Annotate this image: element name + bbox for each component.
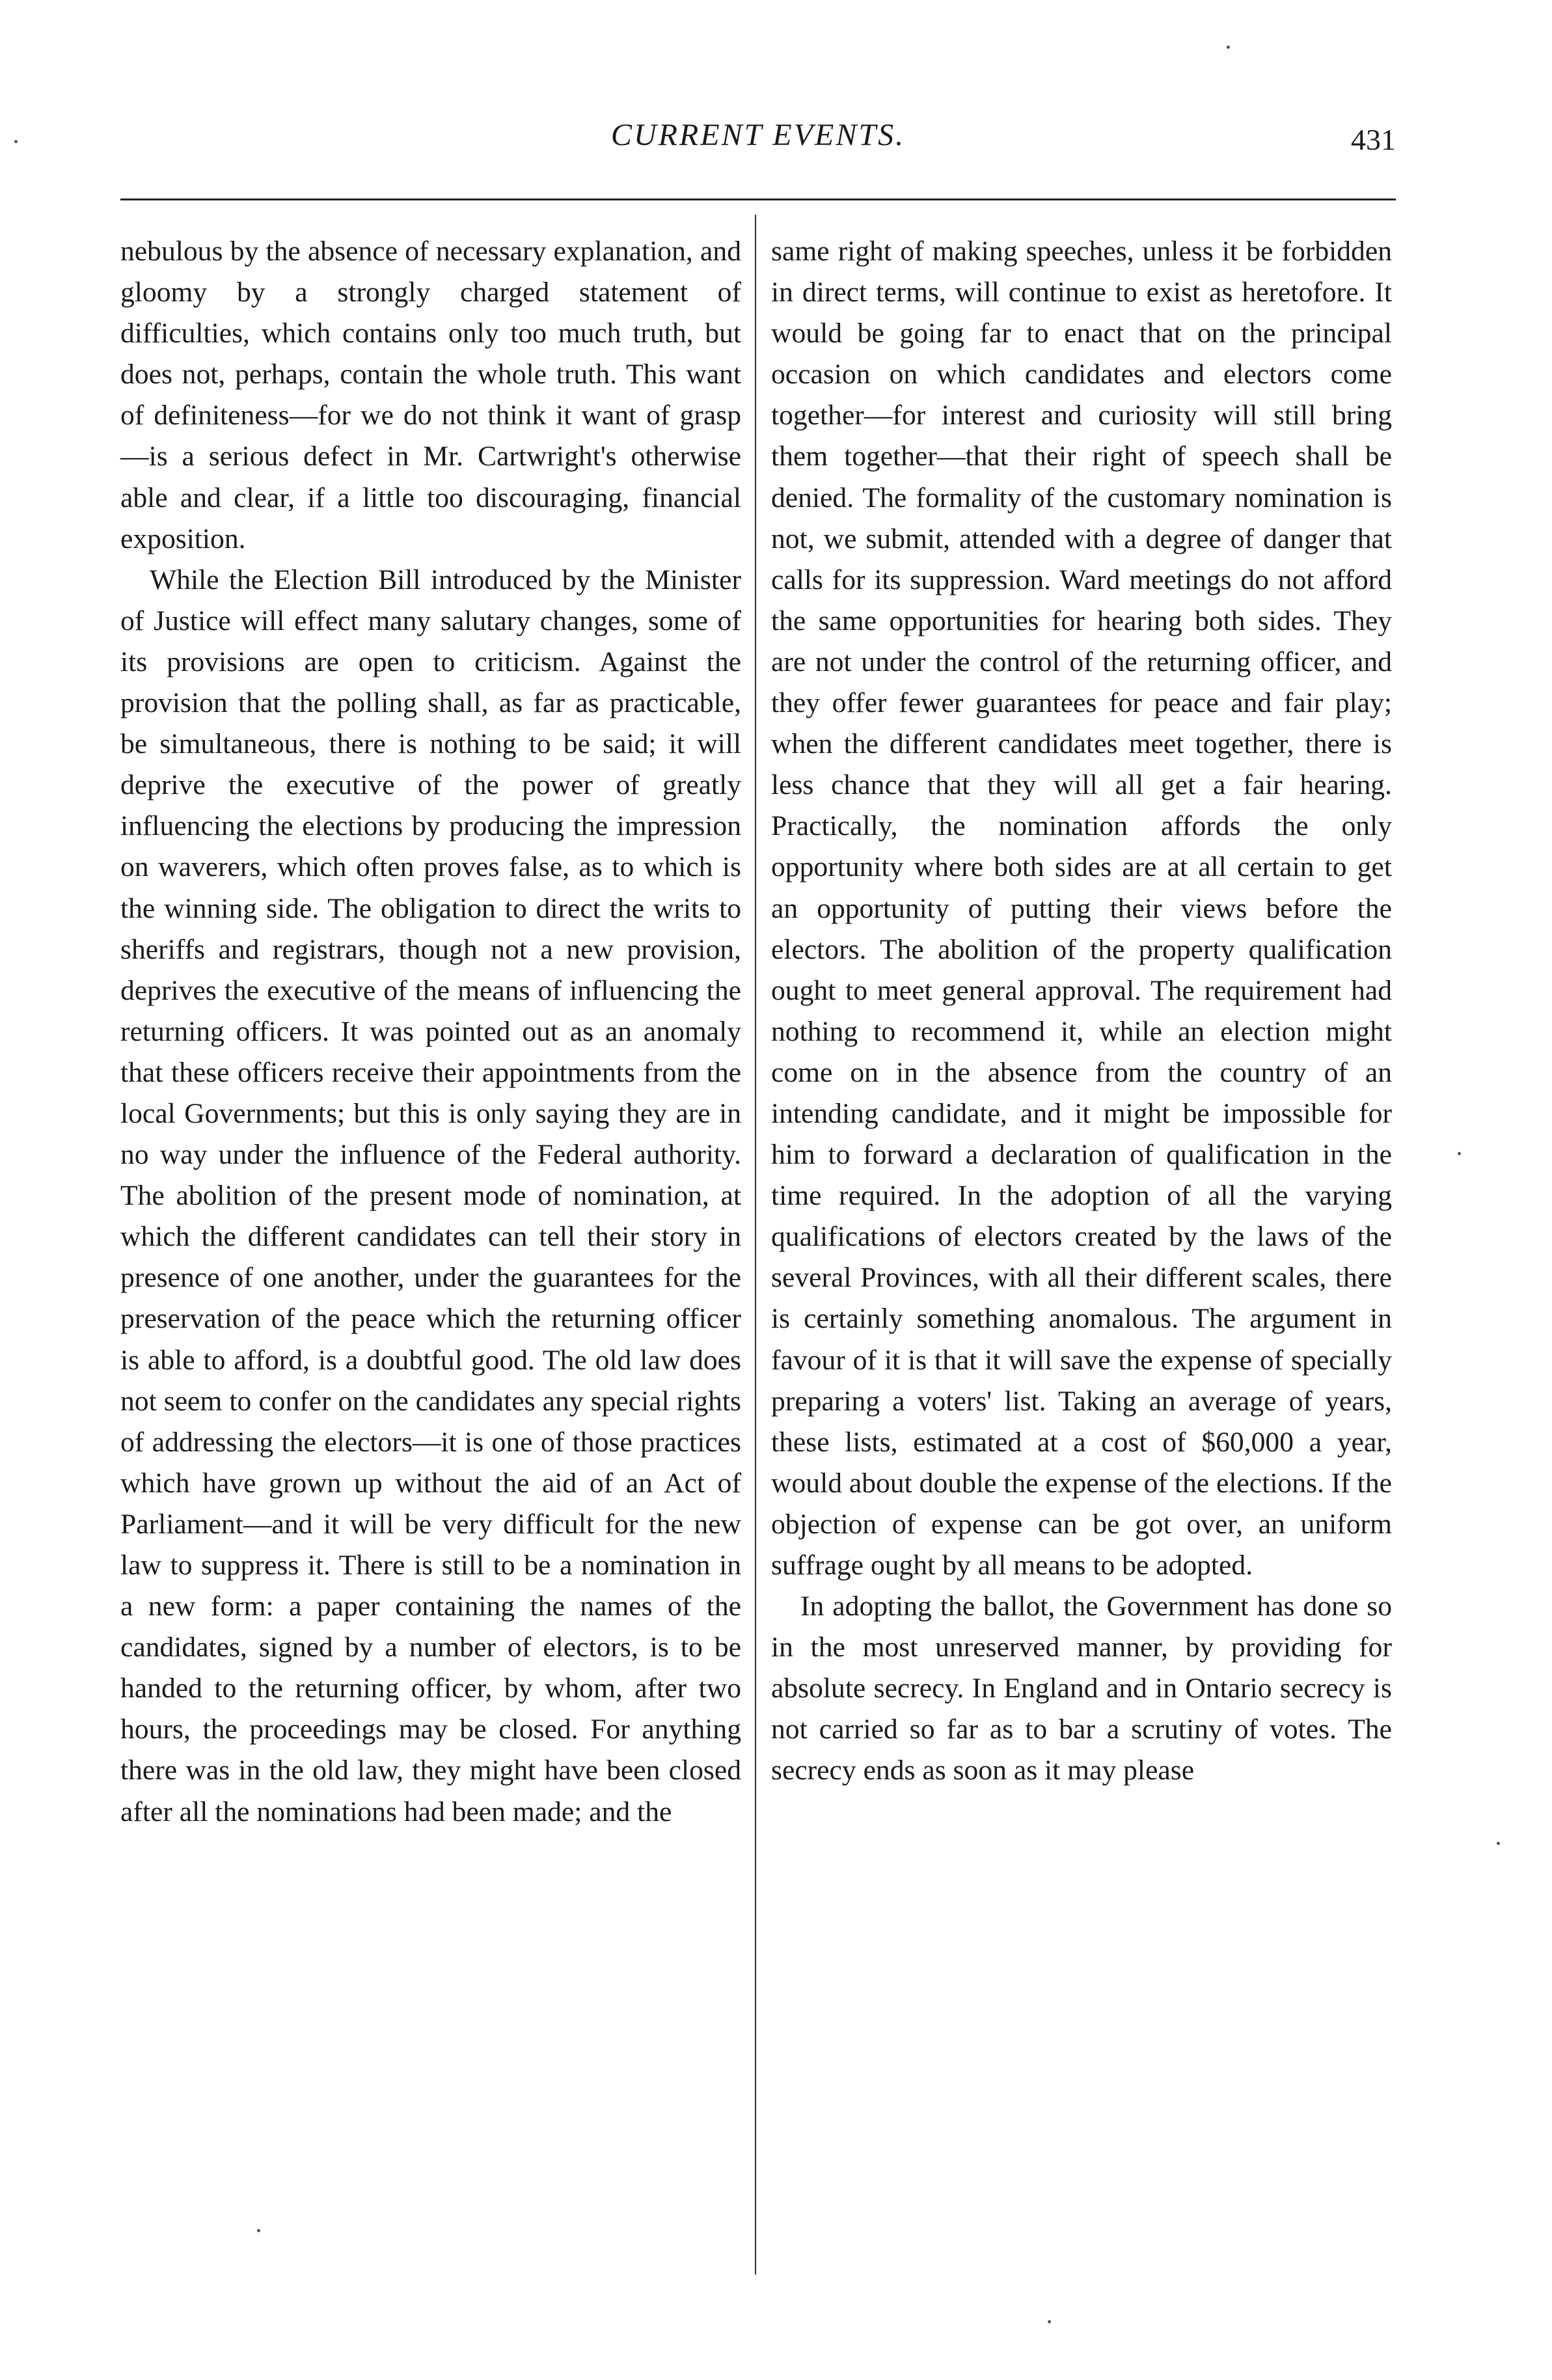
paragraph: In adopting the ballot, the Government has done so in the most unreserved manner, by providing for absolute secrecy. In England and in Ontario secrecy is not carried so far as to bar a scrutiny of votes. The secrecy ends as soon as it may please bbox=[771, 1591, 1392, 1786]
paper-speck bbox=[1497, 1842, 1500, 1845]
left-column bbox=[120, 231, 741, 1833]
paragraph: nebulous by the absence of necessary explanation, and gloomy by a strongly charged statement of difficulties, which contains only too much truth, but does not, perhaps, contain the whole truth. This want of definiteness—for we do not think it want of grasp—is a serious defect in Mr. Cartwright's otherwise able and clear, if a little too discouraging, financial exposition. bbox=[120, 236, 741, 554]
paragraph: While the Election Bill introduced by the Minister of Justice will effect many salutary changes, some of its provisions are open to criticism. Against the provision that the polling shall, as far as practicable, be simultaneous, there is nothing to be said; it will deprive the executive of the power of greatly influencing the elections by producing the impression on waverers, which often proves false, as to which is the winning side. The obligation to direct the writs to sheriffs and registrars, though not a new provision, deprives the executive of the means of influencing the returning officers. It was pointed out as an anomaly that these officers receive their appointments from the local Governments; but this is only saying they are in no way under the influence of the Federal authority. The abolition of the present mode of nomination, at which the different candidates can tell their story in presence of one another, under the guarantees for the preservation of the peace which the returning officer is able to afford, is a doubtful good. The old law does not seem to confer on the candidates any special rights of addressing the electors—it is one of those practices which have grown up without the aid of an Act of Parliament—and it will be very difficult for the new law to suppress it. There is still to be a nomination in a new form: a paper containing the names of the candidates, signed by a number of electors, is to be handed to the returning officer, by whom, after two hours, the proceedings may be closed. For anything there was in the old law, they might have been closed after all the nominations had been made; and the bbox=[120, 564, 741, 1827]
header-rule bbox=[120, 198, 1396, 200]
paper-speck bbox=[1048, 2320, 1051, 2323]
paper-speck bbox=[1458, 1152, 1461, 1155]
page-number: 431 bbox=[1351, 123, 1396, 156]
running-title: CURRENT EVENTS. bbox=[610, 118, 906, 152]
right-column bbox=[771, 231, 1392, 1792]
paper-speck bbox=[257, 2229, 260, 2232]
paragraph: same right of making speeches, unless it be forbidden in direct terms, will continue to exist as heretofore. It would be going far to enact that on the principal occasion on which candidates and electors come together—for interest and curiosity will still bring them together—that their right of speech shall be denied. The formality of the customary nomination is not, we submit, attended with a degree of danger that calls for its suppression. Ward meetings do not afford the same opportunities for hearing both sides. They are not under the control of the returning officer, and they offer fewer guarantees for peace and fair play; when the different candidates meet together, there is less chance that they will all get a fair hearing. Practically, the nomination affords the only opportunity where both sides are at all certain to get an opportunity of putting their views before the electors. The abolition of the property qualification ought to meet general approval. The requirement had nothing to recommend it, while an election might come on in the absence from the country of an intending candidate, and it might be impossible for him to forward a declaration of qualification in the time required. In the adoption of all the varying qualifications of electors created by the laws of the several Provinces, with all their different scales, there is certainly something anomalous. The argument in favour of it is that it will save the expense of specially preparing a voters' list. Taking an average of years, these lists, estimated at a cost of $60,000 a year, would about double the expense of the elections. If the objection of expense can be got over, an uniform suffrage ought by all means to be adopted. bbox=[771, 236, 1392, 1581]
column-divider bbox=[755, 215, 756, 2275]
paper-speck bbox=[14, 140, 18, 143]
running-head bbox=[120, 117, 1396, 169]
paper-speck bbox=[1227, 46, 1230, 49]
